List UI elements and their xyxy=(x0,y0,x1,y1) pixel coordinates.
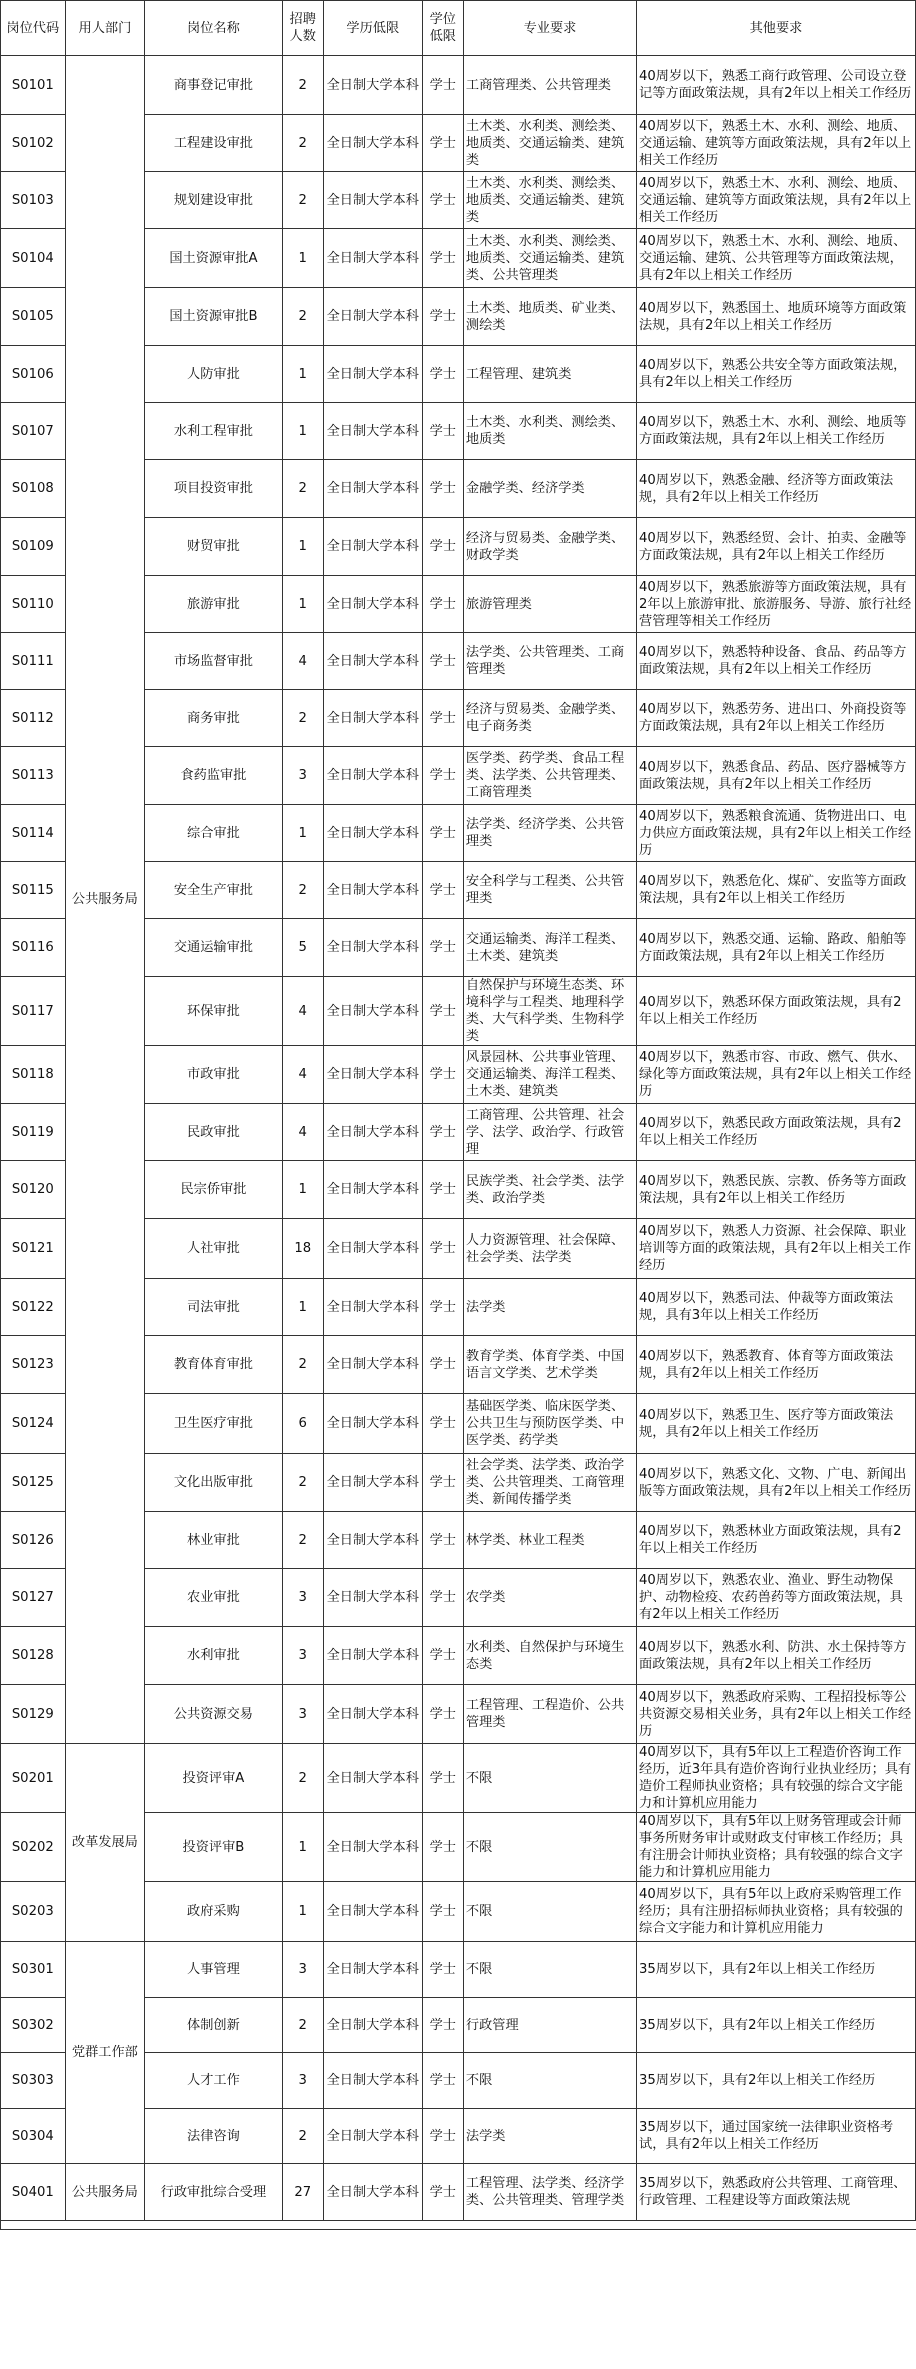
cell-num: 2 xyxy=(282,56,323,115)
cell-title: 水利工程审批 xyxy=(145,403,282,460)
cell-deg: 学士 xyxy=(422,2164,463,2221)
table-row xyxy=(1,1744,916,1813)
cell-num: 3 xyxy=(282,2053,323,2109)
cell-other: 40周岁以下，熟悉人力资源、社会保障、职业培训等方面的政策法规，具有2年以上相关工作经历 xyxy=(637,1219,916,1279)
cell-title: 卫生医疗审批 xyxy=(145,1394,282,1454)
cell-num: 18 xyxy=(282,1219,323,1279)
cell-edu: 全日制大学本科 xyxy=(323,1219,422,1279)
cell-num: 4 xyxy=(282,1046,323,1104)
cell-major: 社会学类、法学类、政治学类、公共管理类、工商管理类、新闻传播学类 xyxy=(463,1454,636,1512)
cell-title: 文化出版审批 xyxy=(145,1454,282,1512)
cell-num: 1 xyxy=(282,1813,323,1882)
cell-title: 人事管理 xyxy=(145,1942,282,1998)
header-edu: 学历低限 xyxy=(323,1,422,56)
cell-code: S0301 xyxy=(1,1942,66,1998)
cell-major: 土木类、水利类、测绘类、地质类、交通运输类、建筑类、公共管理类 xyxy=(463,229,636,288)
cell-code: S0108 xyxy=(1,460,66,518)
cell-code: S0103 xyxy=(1,172,66,229)
cell-title: 工程建设审批 xyxy=(145,115,282,172)
cell-deg: 学士 xyxy=(422,1882,463,1942)
cell-major: 经济与贸易类、金融学类、电子商务类 xyxy=(463,690,636,747)
cell-edu: 全日制大学本科 xyxy=(323,1998,422,2053)
footer-cell xyxy=(1,2221,66,2230)
cell-edu: 全日制大学本科 xyxy=(323,2053,422,2109)
cell-num: 2 xyxy=(282,690,323,747)
cell-other: 40周岁以下，熟悉林业方面政策法规，具有2年以上相关工作经历 xyxy=(637,1512,916,1569)
cell-deg: 学士 xyxy=(422,115,463,172)
cell-other: 40周岁以下，熟悉环保方面政策法规，具有2年以上相关工作经历 xyxy=(637,977,916,1046)
cell-edu: 全日制大学本科 xyxy=(323,977,422,1046)
cell-deg: 学士 xyxy=(422,1569,463,1627)
cell-deg: 学士 xyxy=(422,1161,463,1219)
cell-other: 40周岁以下，熟悉农业、渔业、野生动物保护、动物检疫、农药兽药等方面政策法规，具有2年以上相关工作经历 xyxy=(637,1569,916,1627)
cell-major: 不限 xyxy=(463,1882,636,1942)
cell-edu: 全日制大学本科 xyxy=(323,805,422,862)
cell-title: 司法审批 xyxy=(145,1279,282,1336)
cell-num: 4 xyxy=(282,1104,323,1161)
cell-other: 40周岁以下，具有5年以上财务管理或会计师事务所财务审计或财政支付审核工作经历；具有注册会计师执业资格；具有较强的综合文字能力和计算机应用能力 xyxy=(637,1813,916,1882)
cell-major: 行政管理 xyxy=(463,1998,636,2053)
cell-edu: 全日制大学本科 xyxy=(323,1685,422,1744)
cell-edu: 全日制大学本科 xyxy=(323,690,422,747)
header-dept: 用人部门 xyxy=(65,1,145,56)
cell-major: 不限 xyxy=(463,1744,636,1813)
cell-major: 土木类、地质类、矿业类、测绘类 xyxy=(463,288,636,346)
cell-title: 公共资源交易 xyxy=(145,1685,282,1744)
cell-title: 商事登记审批 xyxy=(145,56,282,115)
cell-code: S0110 xyxy=(1,576,66,633)
header-num: 招聘人数 xyxy=(282,1,323,56)
cell-other: 40周岁以下，熟悉交通、运输、路政、船舶等方面政策法规，具有2年以上相关工作经历 xyxy=(637,919,916,977)
cell-deg: 学士 xyxy=(422,172,463,229)
cell-title: 人防审批 xyxy=(145,346,282,403)
cell-code: S0129 xyxy=(1,1685,66,1744)
cell-title: 综合审批 xyxy=(145,805,282,862)
cell-major: 自然保护与环境生态类、环境科学与工程类、地理科学类、大气科学类、生物科学类 xyxy=(463,977,636,1046)
cell-title: 旅游审批 xyxy=(145,576,282,633)
cell-deg: 学士 xyxy=(422,1813,463,1882)
cell-deg: 学士 xyxy=(422,977,463,1046)
cell-other: 40周岁以下，熟悉土木、水利、测绘、地质等方面政策法规，具有2年以上相关工作经历 xyxy=(637,403,916,460)
cell-major: 不限 xyxy=(463,2053,636,2109)
cell-other: 40周岁以下，熟悉民族、宗教、侨务等方面政策法规，具有2年以上相关工作经历 xyxy=(637,1161,916,1219)
cell-code: S0121 xyxy=(1,1219,66,1279)
cell-edu: 全日制大学本科 xyxy=(323,1046,422,1104)
cell-deg: 学士 xyxy=(422,1279,463,1336)
cell-deg: 学士 xyxy=(422,1394,463,1454)
cell-code: S0105 xyxy=(1,288,66,346)
cell-num: 2 xyxy=(282,1512,323,1569)
cell-code: S0401 xyxy=(1,2164,66,2221)
cell-code: S0201 xyxy=(1,1744,66,1813)
cell-num: 2 xyxy=(282,1454,323,1512)
cell-code: S0114 xyxy=(1,805,66,862)
cell-code: S0115 xyxy=(1,862,66,919)
header-other: 其他要求 xyxy=(637,1,916,56)
cell-major: 工程管理、法学类、经济学类、公共管理类、管理学类 xyxy=(463,2164,636,2221)
cell-deg: 学士 xyxy=(422,1627,463,1685)
cell-num: 5 xyxy=(282,919,323,977)
cell-deg: 学士 xyxy=(422,346,463,403)
footer-cell xyxy=(463,2221,636,2230)
cell-code: S0109 xyxy=(1,518,66,576)
cell-other: 35周岁以下，熟悉政府公共管理、工商管理、行政管理、工程建设等方面政策法规 xyxy=(637,2164,916,2221)
cell-deg: 学士 xyxy=(422,1336,463,1394)
cell-deg: 学士 xyxy=(422,747,463,805)
cell-other: 40周岁以下，具有5年以上工程造价咨询工作经历，近3年具有造价咨询行业执业经历；具有造价工程师执业资格；具有较强的综合文字能力和计算机应用能力 xyxy=(637,1744,916,1813)
cell-title: 食药监审批 xyxy=(145,747,282,805)
cell-edu: 全日制大学本科 xyxy=(323,460,422,518)
cell-other: 40周岁以下，熟悉司法、仲裁等方面政策法规，具有3年以上相关工作经历 xyxy=(637,1279,916,1336)
cell-major: 医学类、药学类、食品工程类、法学类、公共管理类、工商管理类 xyxy=(463,747,636,805)
cell-edu: 全日制大学本科 xyxy=(323,919,422,977)
cell-title: 国土资源审批B xyxy=(145,288,282,346)
cell-title: 市政审批 xyxy=(145,1046,282,1104)
footer-cell xyxy=(422,2221,463,2230)
cell-num: 2 xyxy=(282,1998,323,2053)
cell-edu: 全日制大学本科 xyxy=(323,403,422,460)
cell-code: S0128 xyxy=(1,1627,66,1685)
cell-deg: 学士 xyxy=(422,288,463,346)
cell-num: 4 xyxy=(282,633,323,690)
table-row xyxy=(1,1942,916,1998)
cell-other: 35周岁以下，具有2年以上相关工作经历 xyxy=(637,2053,916,2109)
cell-edu: 全日制大学本科 xyxy=(323,288,422,346)
cell-code: S0303 xyxy=(1,2053,66,2109)
cell-code: S0102 xyxy=(1,115,66,172)
cell-title: 人才工作 xyxy=(145,2053,282,2109)
cell-edu: 全日制大学本科 xyxy=(323,172,422,229)
cell-major: 土木类、水利类、测绘类、地质类 xyxy=(463,403,636,460)
cell-deg: 学士 xyxy=(422,1685,463,1744)
cell-title: 财贸审批 xyxy=(145,518,282,576)
cell-deg: 学士 xyxy=(422,919,463,977)
cell-deg: 学士 xyxy=(422,518,463,576)
cell-num: 27 xyxy=(282,2164,323,2221)
cell-num: 3 xyxy=(282,1569,323,1627)
footer-cell xyxy=(282,2221,323,2230)
cell-edu: 全日制大学本科 xyxy=(323,229,422,288)
cell-deg: 学士 xyxy=(422,1104,463,1161)
cell-other: 40周岁以下，熟悉特种设备、食品、药品等方面政策法规，具有2年以上相关工作经历 xyxy=(637,633,916,690)
footer-cell xyxy=(323,2221,422,2230)
cell-major: 教育学类、体育学类、中国语言文学类、艺术学类 xyxy=(463,1336,636,1394)
cell-num: 1 xyxy=(282,229,323,288)
cell-edu: 全日制大学本科 xyxy=(323,518,422,576)
cell-other: 40周岁以下，熟悉土木、水利、测绘、地质、交通运输、建筑等方面政策法规，具有2年以上相关工作经历 xyxy=(637,172,916,229)
cell-title: 行政审批综合受理 xyxy=(145,2164,282,2221)
cell-other: 35周岁以下，具有2年以上相关工作经历 xyxy=(637,1942,916,1998)
cell-deg: 学士 xyxy=(422,56,463,115)
cell-title: 商务审批 xyxy=(145,690,282,747)
footer-cell xyxy=(65,2221,145,2230)
cell-major: 不限 xyxy=(463,1813,636,1882)
cell-code: S0117 xyxy=(1,977,66,1046)
cell-edu: 全日制大学本科 xyxy=(323,1942,422,1998)
cell-major: 民族学类、社会学类、法学类、政治学类 xyxy=(463,1161,636,1219)
cell-title: 投资评审B xyxy=(145,1813,282,1882)
cell-edu: 全日制大学本科 xyxy=(323,1161,422,1219)
cell-deg: 学士 xyxy=(422,1744,463,1813)
cell-code: S0302 xyxy=(1,1998,66,2053)
cell-num: 2 xyxy=(282,172,323,229)
cell-other: 40周岁以下，熟悉政府采购、工程招投标等公共资源交易相关业务，具有2年以上相关工作经历 xyxy=(637,1685,916,1744)
cell-other: 40周岁以下，熟悉文化、文物、广电、新闻出版等方面政策法规，具有2年以上相关工作经历 xyxy=(637,1454,916,1512)
cell-edu: 全日制大学本科 xyxy=(323,1394,422,1454)
cell-title: 农业审批 xyxy=(145,1569,282,1627)
table-footer-row xyxy=(1,2221,916,2230)
cell-edu: 全日制大学本科 xyxy=(323,633,422,690)
cell-code: S0203 xyxy=(1,1882,66,1942)
cell-major: 经济与贸易类、金融学类、财政学类 xyxy=(463,518,636,576)
cell-deg: 学士 xyxy=(422,805,463,862)
cell-major: 工程管理、工程造价、公共管理类 xyxy=(463,1685,636,1744)
cell-num: 2 xyxy=(282,1744,323,1813)
cell-num: 1 xyxy=(282,1279,323,1336)
cell-code: S0116 xyxy=(1,919,66,977)
cell-major: 人力资源管理、社会保障、社会学类、法学类 xyxy=(463,1219,636,1279)
cell-num: 2 xyxy=(282,288,323,346)
cell-major: 土木类、水利类、测绘类、地质类、交通运输类、建筑类 xyxy=(463,115,636,172)
cell-code: S0119 xyxy=(1,1104,66,1161)
cell-title: 投资评审A xyxy=(145,1744,282,1813)
cell-num: 2 xyxy=(282,2109,323,2164)
header-row xyxy=(1,1,916,56)
cell-num: 3 xyxy=(282,1685,323,1744)
cell-title: 安全生产审批 xyxy=(145,862,282,919)
cell-title: 水利审批 xyxy=(145,1627,282,1685)
cell-other: 40周岁以下，熟悉公共安全等方面政策法规，具有2年以上相关工作经历 xyxy=(637,346,916,403)
cell-title: 市场监督审批 xyxy=(145,633,282,690)
cell-other: 40周岁以下，熟悉国土、地质环境等方面政策法规，具有2年以上相关工作经历 xyxy=(637,288,916,346)
cell-num: 3 xyxy=(282,747,323,805)
cell-dept: 公共服务局 xyxy=(65,56,145,1744)
cell-deg: 学士 xyxy=(422,1046,463,1104)
cell-title: 规划建设审批 xyxy=(145,172,282,229)
cell-edu: 全日制大学本科 xyxy=(323,1512,422,1569)
cell-other: 40周岁以下，熟悉民政方面政策法规，具有2年以上相关工作经历 xyxy=(637,1104,916,1161)
cell-other: 40周岁以下，熟悉粮食流通、货物进出口、电力供应方面政策法规，具有2年以上相关工作经历 xyxy=(637,805,916,862)
cell-num: 1 xyxy=(282,518,323,576)
cell-major: 法学类 xyxy=(463,1279,636,1336)
cell-title: 法律咨询 xyxy=(145,2109,282,2164)
cell-code: S0124 xyxy=(1,1394,66,1454)
cell-edu: 全日制大学本科 xyxy=(323,2109,422,2164)
cell-deg: 学士 xyxy=(422,2109,463,2164)
cell-code: S0107 xyxy=(1,403,66,460)
cell-other: 40周岁以下，熟悉卫生、医疗等方面政策法规，具有2年以上相关工作经历 xyxy=(637,1394,916,1454)
cell-edu: 全日制大学本科 xyxy=(323,576,422,633)
cell-title: 民政审批 xyxy=(145,1104,282,1161)
cell-major: 交通运输类、海洋工程类、土木类、建筑类 xyxy=(463,919,636,977)
cell-code: S0113 xyxy=(1,747,66,805)
cell-deg: 学士 xyxy=(422,1942,463,1998)
cell-code: S0123 xyxy=(1,1336,66,1394)
cell-other: 40周岁以下，具有5年以上政府采购管理工作经历；具有注册招标师执业资格；具有较强的综合文字能力和计算机应用能力 xyxy=(637,1882,916,1942)
cell-title: 交通运输审批 xyxy=(145,919,282,977)
cell-edu: 全日制大学本科 xyxy=(323,2164,422,2221)
cell-edu: 全日制大学本科 xyxy=(323,115,422,172)
cell-deg: 学士 xyxy=(422,862,463,919)
cell-code: S0101 xyxy=(1,56,66,115)
footer-cell xyxy=(145,2221,282,2230)
cell-edu: 全日制大学本科 xyxy=(323,1627,422,1685)
cell-num: 1 xyxy=(282,576,323,633)
cell-edu: 全日制大学本科 xyxy=(323,1569,422,1627)
cell-num: 4 xyxy=(282,977,323,1046)
cell-num: 2 xyxy=(282,862,323,919)
cell-code: S0104 xyxy=(1,229,66,288)
cell-edu: 全日制大学本科 xyxy=(323,1882,422,1942)
cell-edu: 全日制大学本科 xyxy=(323,747,422,805)
cell-title: 体制创新 xyxy=(145,1998,282,2053)
cell-major: 基础医学类、临床医学类、公共卫生与预防医学类、中医学类、药学类 xyxy=(463,1394,636,1454)
cell-edu: 全日制大学本科 xyxy=(323,1813,422,1882)
cell-deg: 学士 xyxy=(422,1219,463,1279)
footer-cell xyxy=(637,2221,916,2230)
cell-edu: 全日制大学本科 xyxy=(323,1279,422,1336)
cell-edu: 全日制大学本科 xyxy=(323,1454,422,1512)
cell-edu: 全日制大学本科 xyxy=(323,862,422,919)
cell-num: 2 xyxy=(282,115,323,172)
cell-other: 40周岁以下，熟悉危化、煤矿、安监等方面政策法规，具有2年以上相关工作经历 xyxy=(637,862,916,919)
cell-major: 工程管理、建筑类 xyxy=(463,346,636,403)
cell-num: 2 xyxy=(282,1336,323,1394)
cell-major: 土木类、水利类、测绘类、地质类、交通运输类、建筑类 xyxy=(463,172,636,229)
cell-major: 水利类、自然保护与环境生态类 xyxy=(463,1627,636,1685)
cell-dept: 党群工作部 xyxy=(65,1942,145,2164)
cell-deg: 学士 xyxy=(422,690,463,747)
cell-code: S0126 xyxy=(1,1512,66,1569)
cell-dept: 改革发展局 xyxy=(65,1744,145,1942)
cell-code: S0127 xyxy=(1,1569,66,1627)
cell-other: 40周岁以下，熟悉劳务、进出口、外商投资等方面政策法规，具有2年以上相关工作经历 xyxy=(637,690,916,747)
cell-edu: 全日制大学本科 xyxy=(323,56,422,115)
cell-code: S0304 xyxy=(1,2109,66,2164)
cell-deg: 学士 xyxy=(422,460,463,518)
cell-num: 3 xyxy=(282,1627,323,1685)
cell-major: 不限 xyxy=(463,1942,636,1998)
header-deg: 学位低限 xyxy=(422,1,463,56)
cell-other: 40周岁以下，熟悉市容、市政、燃气、供水、绿化等方面政策法规，具有2年以上相关工作经历 xyxy=(637,1046,916,1104)
table-row xyxy=(1,2164,916,2221)
cell-num: 3 xyxy=(282,1942,323,1998)
cell-num: 2 xyxy=(282,460,323,518)
cell-major: 旅游管理类 xyxy=(463,576,636,633)
header-title: 岗位名称 xyxy=(145,1,282,56)
cell-title: 环保审批 xyxy=(145,977,282,1046)
cell-deg: 学士 xyxy=(422,1998,463,2053)
cell-other: 40周岁以下，熟悉食品、药品、医疗器械等方面政策法规，具有2年以上相关工作经历 xyxy=(637,747,916,805)
cell-num: 6 xyxy=(282,1394,323,1454)
cell-other: 40周岁以下，熟悉旅游等方面政策法规，具有2年以上旅游审批、旅游服务、导游、旅行社经营管理等相关工作经历 xyxy=(637,576,916,633)
cell-other: 35周岁以下，具有2年以上相关工作经历 xyxy=(637,1998,916,2053)
cell-major: 工商管理、公共管理、社会学、法学、政治学、行政管理 xyxy=(463,1104,636,1161)
cell-deg: 学士 xyxy=(422,1512,463,1569)
cell-other: 40周岁以下，熟悉经贸、会计、拍卖、金融等方面政策法规，具有2年以上相关工作经历 xyxy=(637,518,916,576)
cell-major: 工商管理类、公共管理类 xyxy=(463,56,636,115)
cell-edu: 全日制大学本科 xyxy=(323,346,422,403)
cell-title: 人社审批 xyxy=(145,1219,282,1279)
cell-other: 40周岁以下，熟悉土木、水利、测绘、地质、交通运输、建筑、公共管理等方面政策法规，具有2年以上相关工作经历 xyxy=(637,229,916,288)
table-row xyxy=(1,56,916,115)
cell-code: S0111 xyxy=(1,633,66,690)
cell-title: 国土资源审批A xyxy=(145,229,282,288)
cell-code: S0106 xyxy=(1,346,66,403)
cell-deg: 学士 xyxy=(422,1454,463,1512)
cell-edu: 全日制大学本科 xyxy=(323,1336,422,1394)
cell-edu: 全日制大学本科 xyxy=(323,1104,422,1161)
cell-num: 1 xyxy=(282,403,323,460)
table-body xyxy=(1,56,916,2230)
cell-title: 项目投资审批 xyxy=(145,460,282,518)
cell-code: S0125 xyxy=(1,1454,66,1512)
cell-deg: 学士 xyxy=(422,633,463,690)
cell-deg: 学士 xyxy=(422,403,463,460)
cell-deg: 学士 xyxy=(422,229,463,288)
cell-dept: 公共服务局 xyxy=(65,2164,145,2221)
cell-major: 法学类、公共管理类、工商管理类 xyxy=(463,633,636,690)
cell-major: 安全科学与工程类、公共管理类 xyxy=(463,862,636,919)
cell-num: 1 xyxy=(282,1882,323,1942)
cell-other: 40周岁以下，熟悉教育、体育等方面政策法规，具有2年以上相关工作经历 xyxy=(637,1336,916,1394)
header-major: 专业要求 xyxy=(463,1,636,56)
cell-num: 1 xyxy=(282,805,323,862)
cell-deg: 学士 xyxy=(422,2053,463,2109)
cell-title: 政府采购 xyxy=(145,1882,282,1942)
cell-major: 农学类 xyxy=(463,1569,636,1627)
cell-num: 1 xyxy=(282,346,323,403)
cell-title: 林业审批 xyxy=(145,1512,282,1569)
cell-title: 教育体育审批 xyxy=(145,1336,282,1394)
cell-code: S0112 xyxy=(1,690,66,747)
cell-major: 林学类、林业工程类 xyxy=(463,1512,636,1569)
cell-major: 风景园林、公共事业管理、交通运输类、海洋工程类、土木类、建筑类 xyxy=(463,1046,636,1104)
header-code: 岗位代码 xyxy=(1,1,66,56)
cell-other: 40周岁以下，熟悉工商行政管理、公司设立登记等方面政策法规，具有2年以上相关工作经历 xyxy=(637,56,916,115)
cell-title: 民宗侨审批 xyxy=(145,1161,282,1219)
cell-major: 法学类、经济学类、公共管理类 xyxy=(463,805,636,862)
cell-other: 40周岁以下，熟悉水利、防洪、水土保持等方面政策法规，具有2年以上相关工作经历 xyxy=(637,1627,916,1685)
cell-other: 35周岁以下，通过国家统一法律职业资格考试，具有2年以上相关工作经历 xyxy=(637,2109,916,2164)
cell-num: 1 xyxy=(282,1161,323,1219)
cell-code: S0118 xyxy=(1,1046,66,1104)
cell-code: S0122 xyxy=(1,1279,66,1336)
cell-other: 40周岁以下，熟悉金融、经济等方面政策法规，具有2年以上相关工作经历 xyxy=(637,460,916,518)
cell-other: 40周岁以下，熟悉土木、水利、测绘、地质、交通运输、建筑等方面政策法规，具有2年以上相关工作经历 xyxy=(637,115,916,172)
cell-deg: 学士 xyxy=(422,576,463,633)
cell-code: S0202 xyxy=(1,1813,66,1882)
cell-major: 法学类 xyxy=(463,2109,636,2164)
cell-major: 金融学类、经济学类 xyxy=(463,460,636,518)
cell-edu: 全日制大学本科 xyxy=(323,1744,422,1813)
cell-code: S0120 xyxy=(1,1161,66,1219)
